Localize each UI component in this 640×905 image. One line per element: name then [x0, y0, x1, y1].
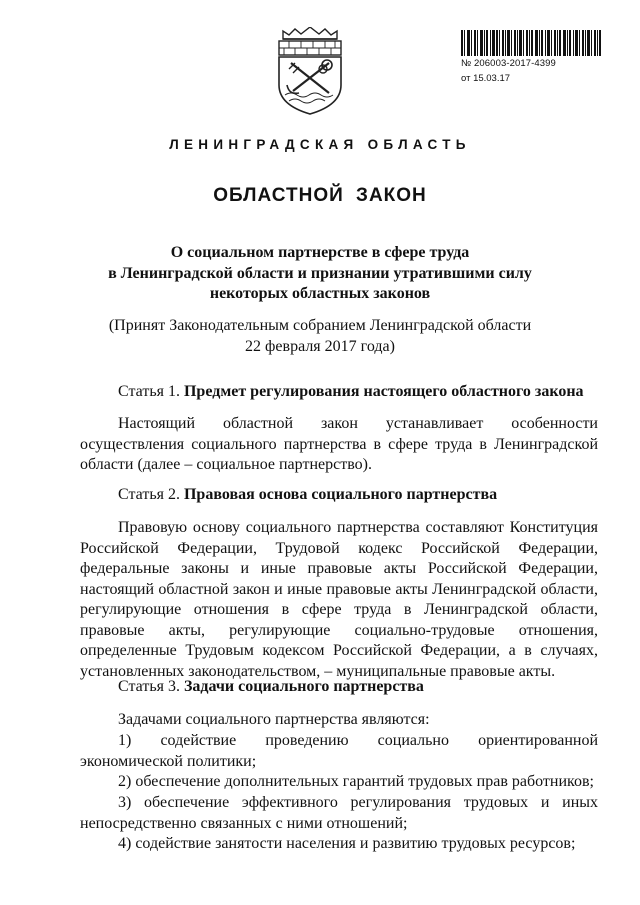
region-name: ЛЕНИНГРАДСКАЯ ОБЛАСТЬ	[169, 137, 471, 152]
list-item: 1) содействие проведению социально ориентированной экономической политики;	[80, 732, 598, 770]
article-name: Правовая основа социального партнерства	[183, 486, 498, 503]
barcode-icon	[461, 30, 601, 56]
coat-of-arms-icon	[275, 27, 345, 115]
law-title-line: некоторых областных законов	[209, 285, 431, 302]
law-title-line: в Ленинградской области и признании утратившими силу	[108, 264, 532, 282]
adoption-note-line: 22 февраля 2017 года)	[245, 337, 395, 355]
adoption-note-line: (Принят Законодательным собранием Ленинградской области	[108, 317, 532, 334]
list-item: 2) обеспечение дополнительных гарантий трудовых прав работников;	[118, 773, 594, 790]
article-3-intro: Задачами социального партнерства являются:	[118, 711, 430, 728]
article-name: Задачи социального партнерства	[183, 678, 424, 695]
article-1-text: Настоящий областной закон устанавливает особенности осуществления социального партнерства в сфере труда в Ленинградской области (далее – социальное партнерство).	[80, 415, 598, 473]
article-2-text: Правовую основу социального партнерства составляют Конституция Российской Федерации, Трудовой кодекс Российской Федерации, федеральные законы и иные правовые акты Российской Федерации, настоящий областной закон и иные правовые акты Ленинградской области, регулирующие отношения в сфере труда в Ленинградской области, правовые акты, регулирующие социально-трудовые отношения, определенные Трудовым кодексом Российской Федерации, а в случаях, установленных законодательством, – муниципальные правовые акты.	[80, 519, 598, 680]
article-label: Статья 1.	[118, 383, 180, 400]
document-type: ОБЛАСТНОЙ ЗАКОН	[213, 185, 427, 206]
law-title-line: О социальном партнерстве в сфере труда	[170, 244, 470, 261]
article-3-heading	[118, 678, 424, 696]
registration-number: № 206003-2017-4399	[461, 58, 556, 69]
registration-date: от 15.03.17	[461, 73, 511, 84]
list-item: 4) содействие занятости населения и развитию трудовых ресурсов;	[118, 835, 576, 852]
article-1-heading	[118, 383, 584, 401]
list-item: 3) обеспечение эффективного регулирования трудовых и иных непосредственно связанных с ними отношений;	[80, 794, 598, 832]
article-label: Статья 2.	[118, 486, 180, 503]
article-name: Предмет регулирования настоящего областного закона	[183, 383, 584, 400]
adoption-note	[70, 316, 570, 357]
article-2-heading	[118, 486, 497, 504]
article-label: Статья 3.	[118, 678, 180, 695]
law-title	[70, 243, 570, 305]
